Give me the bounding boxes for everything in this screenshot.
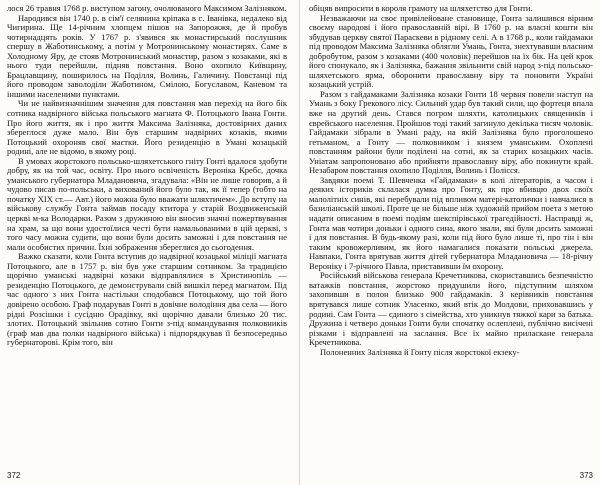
paragraph: лося 26 травня 1768 р. виступом загону, очолюваного Максимом Залізняком. xyxy=(7,4,287,13)
paragraph: обіцяв випросити в короля грамоту на шляхетство для Гонти. xyxy=(309,4,533,13)
paragraph: В умовах жорстокого польсько-шляхетського гніту Гонті вдалося здобути добру, як на той час, освіту. Про нього освіченість Вероніка Кребс, дочка уманського губернатора Младановича, згадувала: «Він не лише говорив, а й чудово писав по-польськи, а вихований його було так, як її тепер (тобто на початку XIX ст.— Авт.) його можна було вважати шляхтичем». До вступу на військову службу Гонта займав посаду ктитора у старій Воздвиженській церкві м-ка Володарки. Разом з дружиною він вносив значні пожертвування на храм, за що вони удостоїлися честі бути намальованими в цій церкві, з того часу можна судити, що вони були досить заможні і для повстання не мали особистих причин. Їхні зображення збереглися до сьогодення. xyxy=(7,155,287,252)
paragraph: Разом з гайдамаками Залізняка козаки Гонти 18 червня повели наступ на Умань з боку Грекового лісу. Сильний удар був такий сили, що фортеця впала вже на другий день. Стався погром шляхти, католицьких священиків і єврейського населення. Пройшов тоді такий загинуло декілька тисяч чоловік. Гайдамаки зібрали в Умані раду, на якій Залізняка було проголошено гетьманом, а Гонту — полковником і князем уманським. Охоплені повстанням райони були поділені на сотні, як за старих козацьких часів. Уніатам запропоновано або прийняти православну віру, або покинути край. Незабаром повстання охопило Поділля, Волинь і Полісся. xyxy=(309,88,593,176)
right-page-text xyxy=(309,4,593,357)
page-gutter xyxy=(299,0,300,485)
page-number: 373 xyxy=(579,471,593,480)
paragraph: Незважаючи на своє привілейоване становище, Гонта залишився вірним своєму народові і його православній вірі. В 1760 р. на власні кошти він збудував церкву святої Параскеви в рідному селі. А в 1768 р., коли гайдамаки під проводом Максима Залізняка облягли Умань, Гонта, знехтувавши власним добробутом, разом з козаками (400 чоловік) перейшов на їх бік. На цей крок його спонукало, як і Залізняка, бажання звільнити свій народ з-під польсько-шляхетського ярма, оборонити православну віру та поновити Україні козацький устрій. xyxy=(309,12,593,90)
left-page xyxy=(3,4,297,482)
paragraph: Полоненних Залізняка й Гонту після жорстокої екзеку- xyxy=(320,346,520,357)
paragraph: Чи не найвизначнішим значення для повстання мав перехід на його бік сотника надвірного війська польського магната Ф. Потоцького Івана Гонти. Про його життя, як і про життя Максима Залізняка, достовірних даних збереглося дуже мало. Він був старшим надвірних козаків, якими Потоцький охороняв свої маєтки. Його резиденцію в Умані козацькій родині, але не відомо, в якому році. xyxy=(7,98,287,157)
paragraph: Російський військова генерала Кречетникова, скориставшись безпечністю ватажків повстання, жорстоко придушили його, підступним шляхом захопивши в полон близько 900 гайдамаків. З керівників повстання врятувався лише сотник Уласенко, який втік до Молдови, приховавшись у родині. Сам Гонта — єдиного з сімейства, хто уникнув тяжкої кари за батька. Дружина і четверо доньки Гонти були спочатку ослеплені, публічно висічені різками і відправлені на заслання. Все їх майно приласкане генерала Кречетникова. xyxy=(309,270,593,348)
page-number: 372 xyxy=(7,471,21,480)
paragraph: Завдяки поемі Т. Шевченка «Гайдамаки» в колі літераторів, а часом і деяких істориків склалася думка про Гонту, як про вбивцю двох своїх малолітніх синів, які перебували під впливом матері-католички і навчалися в базиліанській школі. Проте це не більше ніж художній прийом поета з метою надати описаним в поемі подіям шекспірівської трагедійності. Насправді ж, Гонта мав чотири доньки і одного сина, якого звали, які були досить заможні і для повстання. В будь-якому разі, коли під його було лише ті, про тін і він таким кровожерливим, як його намагалися показати польські джерела. Навпаки, Гонта врятував життя дітей губернатора Младановича — 18-річну Вероніку і 7-річного Павла, приставивши їм охорону. xyxy=(309,174,593,271)
left-page-text xyxy=(7,4,287,348)
paragraph: Важко сказати, коли Гонта вступив до надвірної козацької міліції магната Потоцького, але в 1757 р. він був уже старшим сотником. За традицією щорічно уманські надвірні козаки відправлялися в Христинопіль — резиденцію Потоцького, де демонстрували свій вишкіл перед магнатом. Під час одного з них Гонта настільки сподобався Потоцькому, що той його довірено особою. Граф подарував Гонті в довічне володіння два села — його рідні Розсішки і сусідню Орадівку, які щорічно давали близько 20 тис. злотих. Потоцький звільнив сотню Гонти з-під командування полковників (граф мав два полки надвірного війська) і підпорядкував її безпосередньо губернаторові. Крім того, він xyxy=(7,251,287,348)
right-page xyxy=(303,4,597,482)
paragraph: Народився він 1740 р. в сім'ї селянина кріпака в с. Іванівка, недалеко від Чигирина. Ще 14-річним хлопцем пішов на Запорожжя, де й пробув чотирнадцять років. У 1767 р. з'явився як монастирський послушник спершу в Жаботинському, а потім у Мотронинському монастирях. Саме в Холодному Яру, де стояв Мотронинський монастир, разом з козаками, які в нього туди перейшли, підняв повстання. Воно охопило Київщину, Брацлавщину, поширилось на Поділля, Волинь, Галичину. Повстанці під його проводом заволоділи Жаботином, Смілою, Богуславом, Каневом та іншими населеними пунктами. xyxy=(7,12,287,99)
